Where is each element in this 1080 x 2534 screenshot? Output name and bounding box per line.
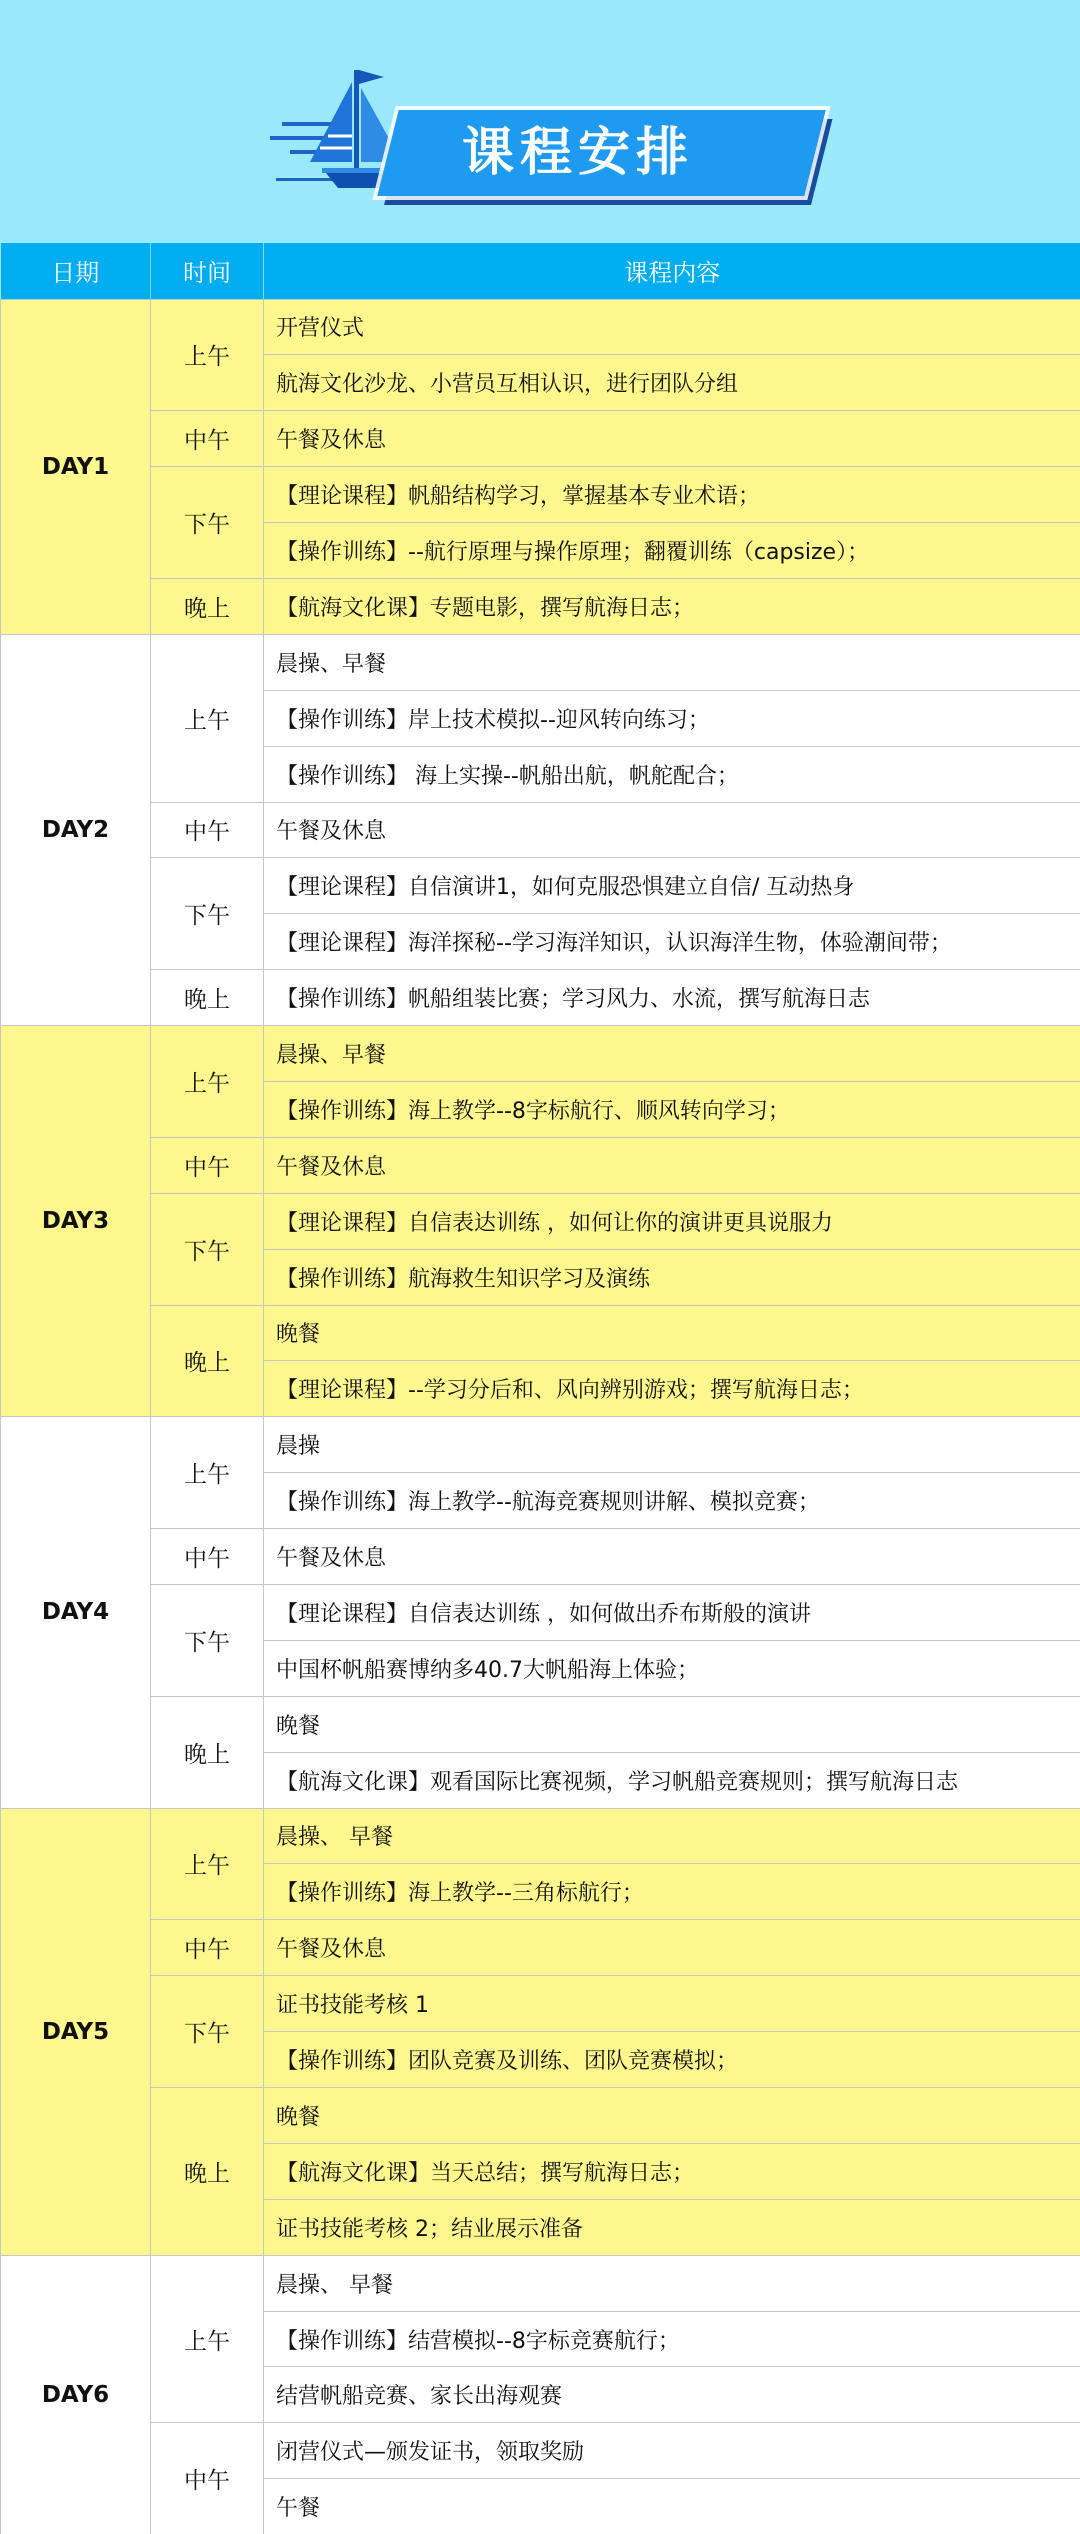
time-slot-cell: 下午 [151,1193,264,1305]
column-header-date: 日期 [1,243,151,299]
time-slot-cell: 中午 [151,802,264,858]
time-slot-cell: 中午 [151,1529,264,1585]
activity-cell: 晨操、 早餐 [264,1808,1080,1864]
table-row [1,970,1080,1026]
activity-cell: 航海文化沙龙、小营员互相认识，进行团队分组 [264,355,1080,411]
table-row [1,802,1080,858]
schedule-body [1,299,1080,2534]
table-row [1,2423,1080,2479]
activity-cell: 【操作训练】 海上实操--帆船出航，帆舵配合； [264,746,1080,802]
table-row [1,1920,1080,1976]
time-slot-cell: 上午 [151,1417,264,1529]
day-cell: DAY6 [1,2255,151,2534]
activity-cell: 午餐及休息 [264,1529,1080,1585]
time-slot-cell: 中午 [151,411,264,467]
activity-cell: 晨操、 早餐 [264,2255,1080,2311]
table-row [1,1193,1080,1249]
column-header-content: 课程内容 [264,243,1080,299]
activity-cell: 【操作训练】团队竞赛及训练、团队竞赛模拟； [264,2032,1080,2088]
time-slot-cell: 上午 [151,2255,264,2423]
activity-cell: 结营帆船竞赛、家长出海观赛 [264,2367,1080,2423]
activity-cell: 【操作训练】海上教学--航海竞赛规则讲解、模拟竞赛； [264,1473,1080,1529]
day-cell: DAY3 [1,1026,151,1417]
activity-cell: 【航海文化课】专题电影，撰写航海日志； [264,578,1080,634]
day-cell: DAY4 [1,1417,151,1808]
activity-cell: 证书技能考核 2；结业展示准备 [264,2199,1080,2255]
time-slot-cell: 下午 [151,1976,264,2088]
activity-cell: 晚餐 [264,1696,1080,1752]
activity-cell: 【操作训练】--航行原理与操作原理；翻覆训练（capsize）； [264,523,1080,579]
table-row [1,1696,1080,1752]
header [0,0,1080,243]
time-slot-cell: 上午 [151,299,264,411]
time-slot-cell: 上午 [151,1808,264,1920]
activity-cell: 晨操 [264,1417,1080,1473]
day-cell: DAY5 [1,1808,151,2255]
time-slot-cell: 下午 [151,1584,264,1696]
table-row [1,1976,1080,2032]
activity-cell: 【理论课程】自信表达训练 ，如何做出乔布斯般的演讲 [264,1584,1080,1640]
activity-cell: 午餐 [264,2479,1080,2534]
activity-cell: 【理论课程】海洋探秘--学习海洋知识，认识海洋生物，体验潮间带； [264,914,1080,970]
activity-cell: 午餐及休息 [264,1920,1080,1976]
table-row [1,1584,1080,1640]
table-row [1,1026,1080,1082]
time-slot-cell: 下午 [151,858,264,970]
activity-cell: 【操作训练】海上教学--三角标航行； [264,1864,1080,1920]
activity-cell: 【操作训练】航海救生知识学习及演练 [264,1249,1080,1305]
table-row [1,578,1080,634]
table-row [1,2255,1080,2311]
page-title: 课程安排 [462,123,695,183]
table-row [1,2088,1080,2144]
table-row [1,1417,1080,1473]
time-slot-cell: 晚上 [151,2088,264,2256]
table-row [1,1529,1080,1585]
table-row [1,1305,1080,1361]
table-row [1,1137,1080,1193]
activity-cell: 晨操、早餐 [264,634,1080,690]
time-slot-cell: 中午 [151,2423,264,2534]
table-header-row [1,243,1080,299]
time-slot-cell: 上午 [151,1026,264,1138]
table-row [1,1808,1080,1864]
activity-cell: 【航海文化课】观看国际比赛视频，学习帆船竞赛规则；撰写航海日志 [264,1752,1080,1808]
activity-cell: 晨操、早餐 [264,1026,1080,1082]
activity-cell: 闭营仪式—颁发证书，领取奖励 [264,2423,1080,2479]
time-slot-cell: 晚上 [151,578,264,634]
time-slot-cell: 晚上 [151,1696,264,1808]
activity-cell: 【航海文化课】当天总结；撰写航海日志； [264,2143,1080,2199]
activity-cell: 午餐及休息 [264,411,1080,467]
activity-cell: 开营仪式 [264,299,1080,355]
time-slot-cell: 中午 [151,1137,264,1193]
table-row [1,411,1080,467]
activity-cell: 午餐及休息 [264,802,1080,858]
table-row [1,858,1080,914]
activity-cell: 【理论课程】--学习分后和、风向辨别游戏；撰写航海日志； [264,1361,1080,1417]
activity-cell: 【操作训练】结营模拟--8字标竞赛航行； [264,2311,1080,2367]
table-row [1,634,1080,690]
time-slot-cell: 中午 [151,1920,264,1976]
day-cell: DAY2 [1,634,151,1025]
activity-cell: 【操作训练】海上教学--8字标航行、顺风转向学习； [264,1081,1080,1137]
activity-cell: 晚餐 [264,2088,1080,2144]
activity-cell: 【理论课程】自信演讲1，如何克服恐惧建立自信/ 互动热身 [264,858,1080,914]
activity-cell: 【操作训练】帆船组装比赛；学习风力、水流，撰写航海日志 [264,970,1080,1026]
table-row [1,299,1080,355]
time-slot-cell: 上午 [151,634,264,802]
activity-cell: 中国杯帆船赛博纳多40.7大帆船海上体验； [264,1640,1080,1696]
time-slot-cell: 下午 [151,467,264,579]
schedule-table [0,243,1080,2534]
activity-cell: 【理论课程】自信表达训练 ，如何让你的演讲更具说服力 [264,1193,1080,1249]
time-slot-cell: 晚上 [151,1305,264,1417]
table-row [1,467,1080,523]
activity-cell: 证书技能考核 1 [264,1976,1080,2032]
column-header-time: 时间 [151,243,264,299]
time-slot-cell: 晚上 [151,970,264,1026]
activity-cell: 晚餐 [264,1305,1080,1361]
activity-cell: 【理论课程】帆船结构学习，掌握基本专业术语； [264,467,1080,523]
activity-cell: 【操作训练】岸上技术模拟--迎风转向练习； [264,690,1080,746]
activity-cell: 午餐及休息 [264,1137,1080,1193]
day-cell: DAY1 [1,299,151,634]
